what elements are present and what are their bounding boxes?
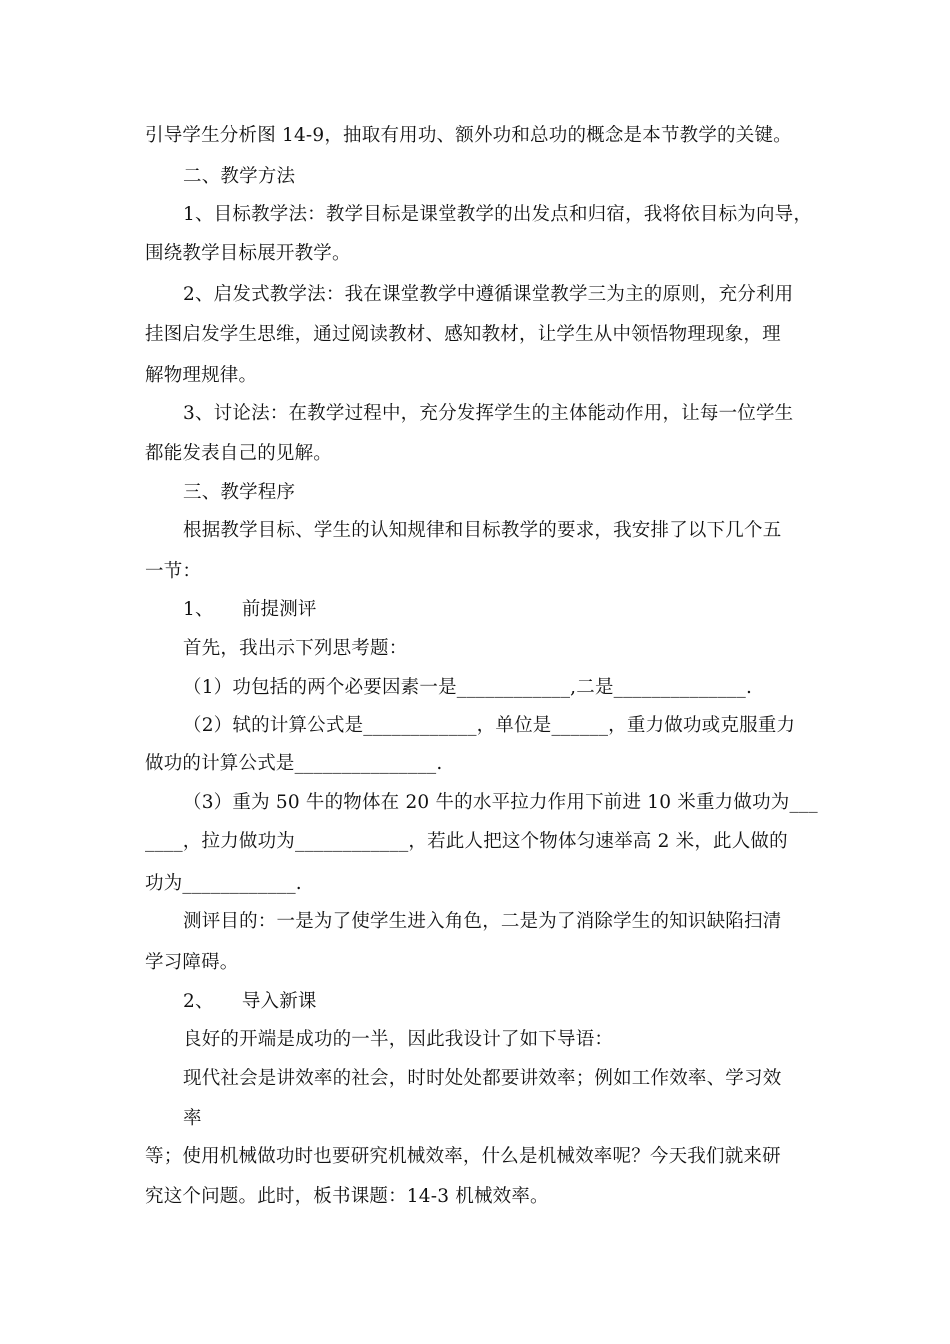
paragraph-line: 引导学生分析图 14-9，抽取有用功、额外功和总功的概念是本节教学的关键。 [145, 125, 792, 146]
paragraph-line: 首先，我出示下列思考题： [183, 638, 408, 659]
paragraph-line: 究这个问题。此时，板书课题：14-3 机械效率。 [145, 1186, 549, 1207]
paragraph-line: 根据教学目标、学生的认知规律和目标教学的要求，我安排了以下几个五 [183, 520, 782, 541]
subsection-heading: 1、 前提测评 [183, 599, 317, 620]
question-line: （1）功包括的两个必要因素一是____________,二是______________. [183, 677, 753, 698]
paragraph-line: 良好的开端是成功的一半，因此我设计了如下导语： [183, 1029, 614, 1050]
paragraph-line: 学习障碍。 [145, 952, 239, 973]
paragraph-line: 测评目的：一是为了使学生进入角色，二是为了消除学生的知识缺陷扫清 [183, 911, 782, 932]
paragraph-line: 一节： [145, 561, 202, 582]
subsection-heading: 2、 导入新课 [183, 991, 317, 1012]
paragraph-line: 率 [183, 1108, 202, 1129]
paragraph-line: 围绕教学目标展开教学。 [145, 243, 351, 264]
paragraph-line: 都能发表自己的见解。 [145, 443, 333, 464]
question-line: ____，拉力做功为____________，若此人把这个物体匀速举高 2 米，此人做的 [145, 831, 788, 852]
paragraph-line: 1、目标教学法：教学目标是课堂教学的出发点和归宿，我将依目标为向导， [183, 204, 813, 225]
paragraph-line: 3、讨论法：在教学过程中，充分发挥学生的主体能动作用，让每一位学生 [183, 403, 794, 424]
section-heading: 二、教学方法 [183, 166, 296, 187]
paragraph-line: 解物理规律。 [145, 365, 258, 386]
paragraph-line: 挂图启发学生思维，通过阅读教材、感知教材，让学生从中领悟物理现象，理 [145, 324, 781, 345]
question-line: （3）重为 50 牛的物体在 20 牛的水平拉力作用下前进 10 米重力做功为___ [183, 792, 818, 813]
question-line: 做功的计算公式是_______________. [145, 753, 443, 774]
paragraph-line: 2、启发式教学法：我在课堂教学中遵循课堂教学三为主的原则，充分利用 [183, 284, 794, 305]
question-line: 功为____________. [145, 873, 302, 894]
section-heading: 三、教学程序 [183, 482, 296, 503]
paragraph-line: 现代社会是讲效率的社会，时时处处都要讲效率；例如工作效率、学习效 [183, 1068, 782, 1089]
paragraph-line: 等；使用机械做功时也要研究机械效率，什么是机械效率呢？今天我们就来研 [145, 1146, 781, 1167]
question-line: （2）轼的计算公式是____________，单位是______，重力做功或克服重力 [183, 715, 796, 736]
